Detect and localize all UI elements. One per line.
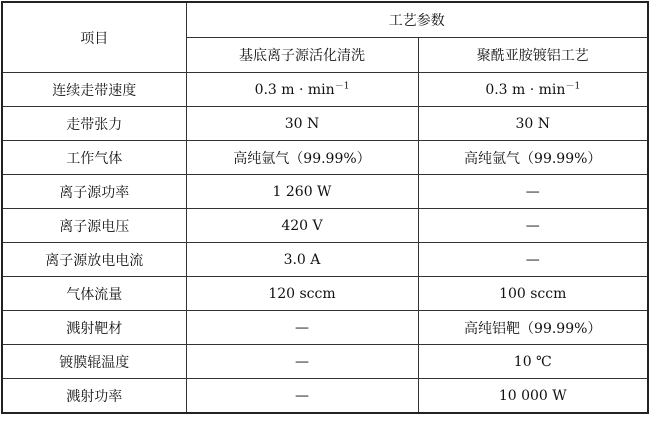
value-text: 0.3 m · min	[254, 81, 335, 98]
row-label: 溅射靶材	[2, 311, 186, 345]
table-row	[2, 311, 648, 345]
table-row	[2, 379, 648, 414]
row-value-aluminizing	[418, 73, 648, 107]
row-value-aluminizing: 10 000 W	[418, 379, 648, 414]
table-row	[2, 73, 648, 107]
row-label: 工作气体	[2, 141, 186, 175]
header-ion-cleaning: 基底离子源活化清洗	[186, 38, 418, 73]
row-value-aluminizing: 高纯氩气（99.99%）	[418, 141, 648, 175]
value-text: 0.3 m · min	[485, 81, 566, 98]
row-label: 离子源功率	[2, 175, 186, 209]
table-row	[2, 209, 648, 243]
row-label: 走带张力	[2, 107, 186, 141]
row-label: 连续走带速度	[2, 73, 186, 107]
row-label: 溅射功率	[2, 379, 186, 414]
row-value-aluminizing: —	[418, 209, 648, 243]
row-value-ion-cleaning	[186, 73, 418, 107]
table-row	[2, 107, 648, 141]
row-label: 气体流量	[2, 277, 186, 311]
header-process-params: 工艺参数	[186, 2, 648, 38]
row-label: 离子源放电电流	[2, 243, 186, 277]
table-row	[2, 277, 648, 311]
row-value-aluminizing: —	[418, 243, 648, 277]
row-value-ion-cleaning: 1 260 W	[186, 175, 418, 209]
row-value-aluminizing: 100 sccm	[418, 277, 648, 311]
row-value-ion-cleaning: 120 sccm	[186, 277, 418, 311]
row-label: 镀膜辊温度	[2, 345, 186, 379]
row-value-ion-cleaning: —	[186, 345, 418, 379]
table-row	[2, 243, 648, 277]
header-aluminizing: 聚酰亚胺镀铝工艺	[418, 38, 648, 73]
table-row	[2, 345, 648, 379]
process-parameters-table	[1, 1, 649, 414]
row-value-aluminizing: 30 N	[418, 107, 648, 141]
value-superscript: －1	[565, 80, 581, 91]
row-value-ion-cleaning: —	[186, 311, 418, 345]
header-item: 项目	[2, 2, 186, 73]
row-value-aluminizing: —	[418, 175, 648, 209]
row-value-ion-cleaning: 高纯氩气（99.99%）	[186, 141, 418, 175]
row-value-ion-cleaning: 30 N	[186, 107, 418, 141]
row-value-aluminizing: 高纯铝靶（99.99%）	[418, 311, 648, 345]
header-row-1	[2, 2, 648, 38]
row-value-ion-cleaning: 420 V	[186, 209, 418, 243]
value-superscript: －1	[334, 80, 350, 91]
row-value-aluminizing: 10 ℃	[418, 345, 648, 379]
row-label: 离子源电压	[2, 209, 186, 243]
row-value-ion-cleaning: —	[186, 379, 418, 414]
table-row	[2, 141, 648, 175]
table-row	[2, 175, 648, 209]
row-value-ion-cleaning: 3.0 A	[186, 243, 418, 277]
